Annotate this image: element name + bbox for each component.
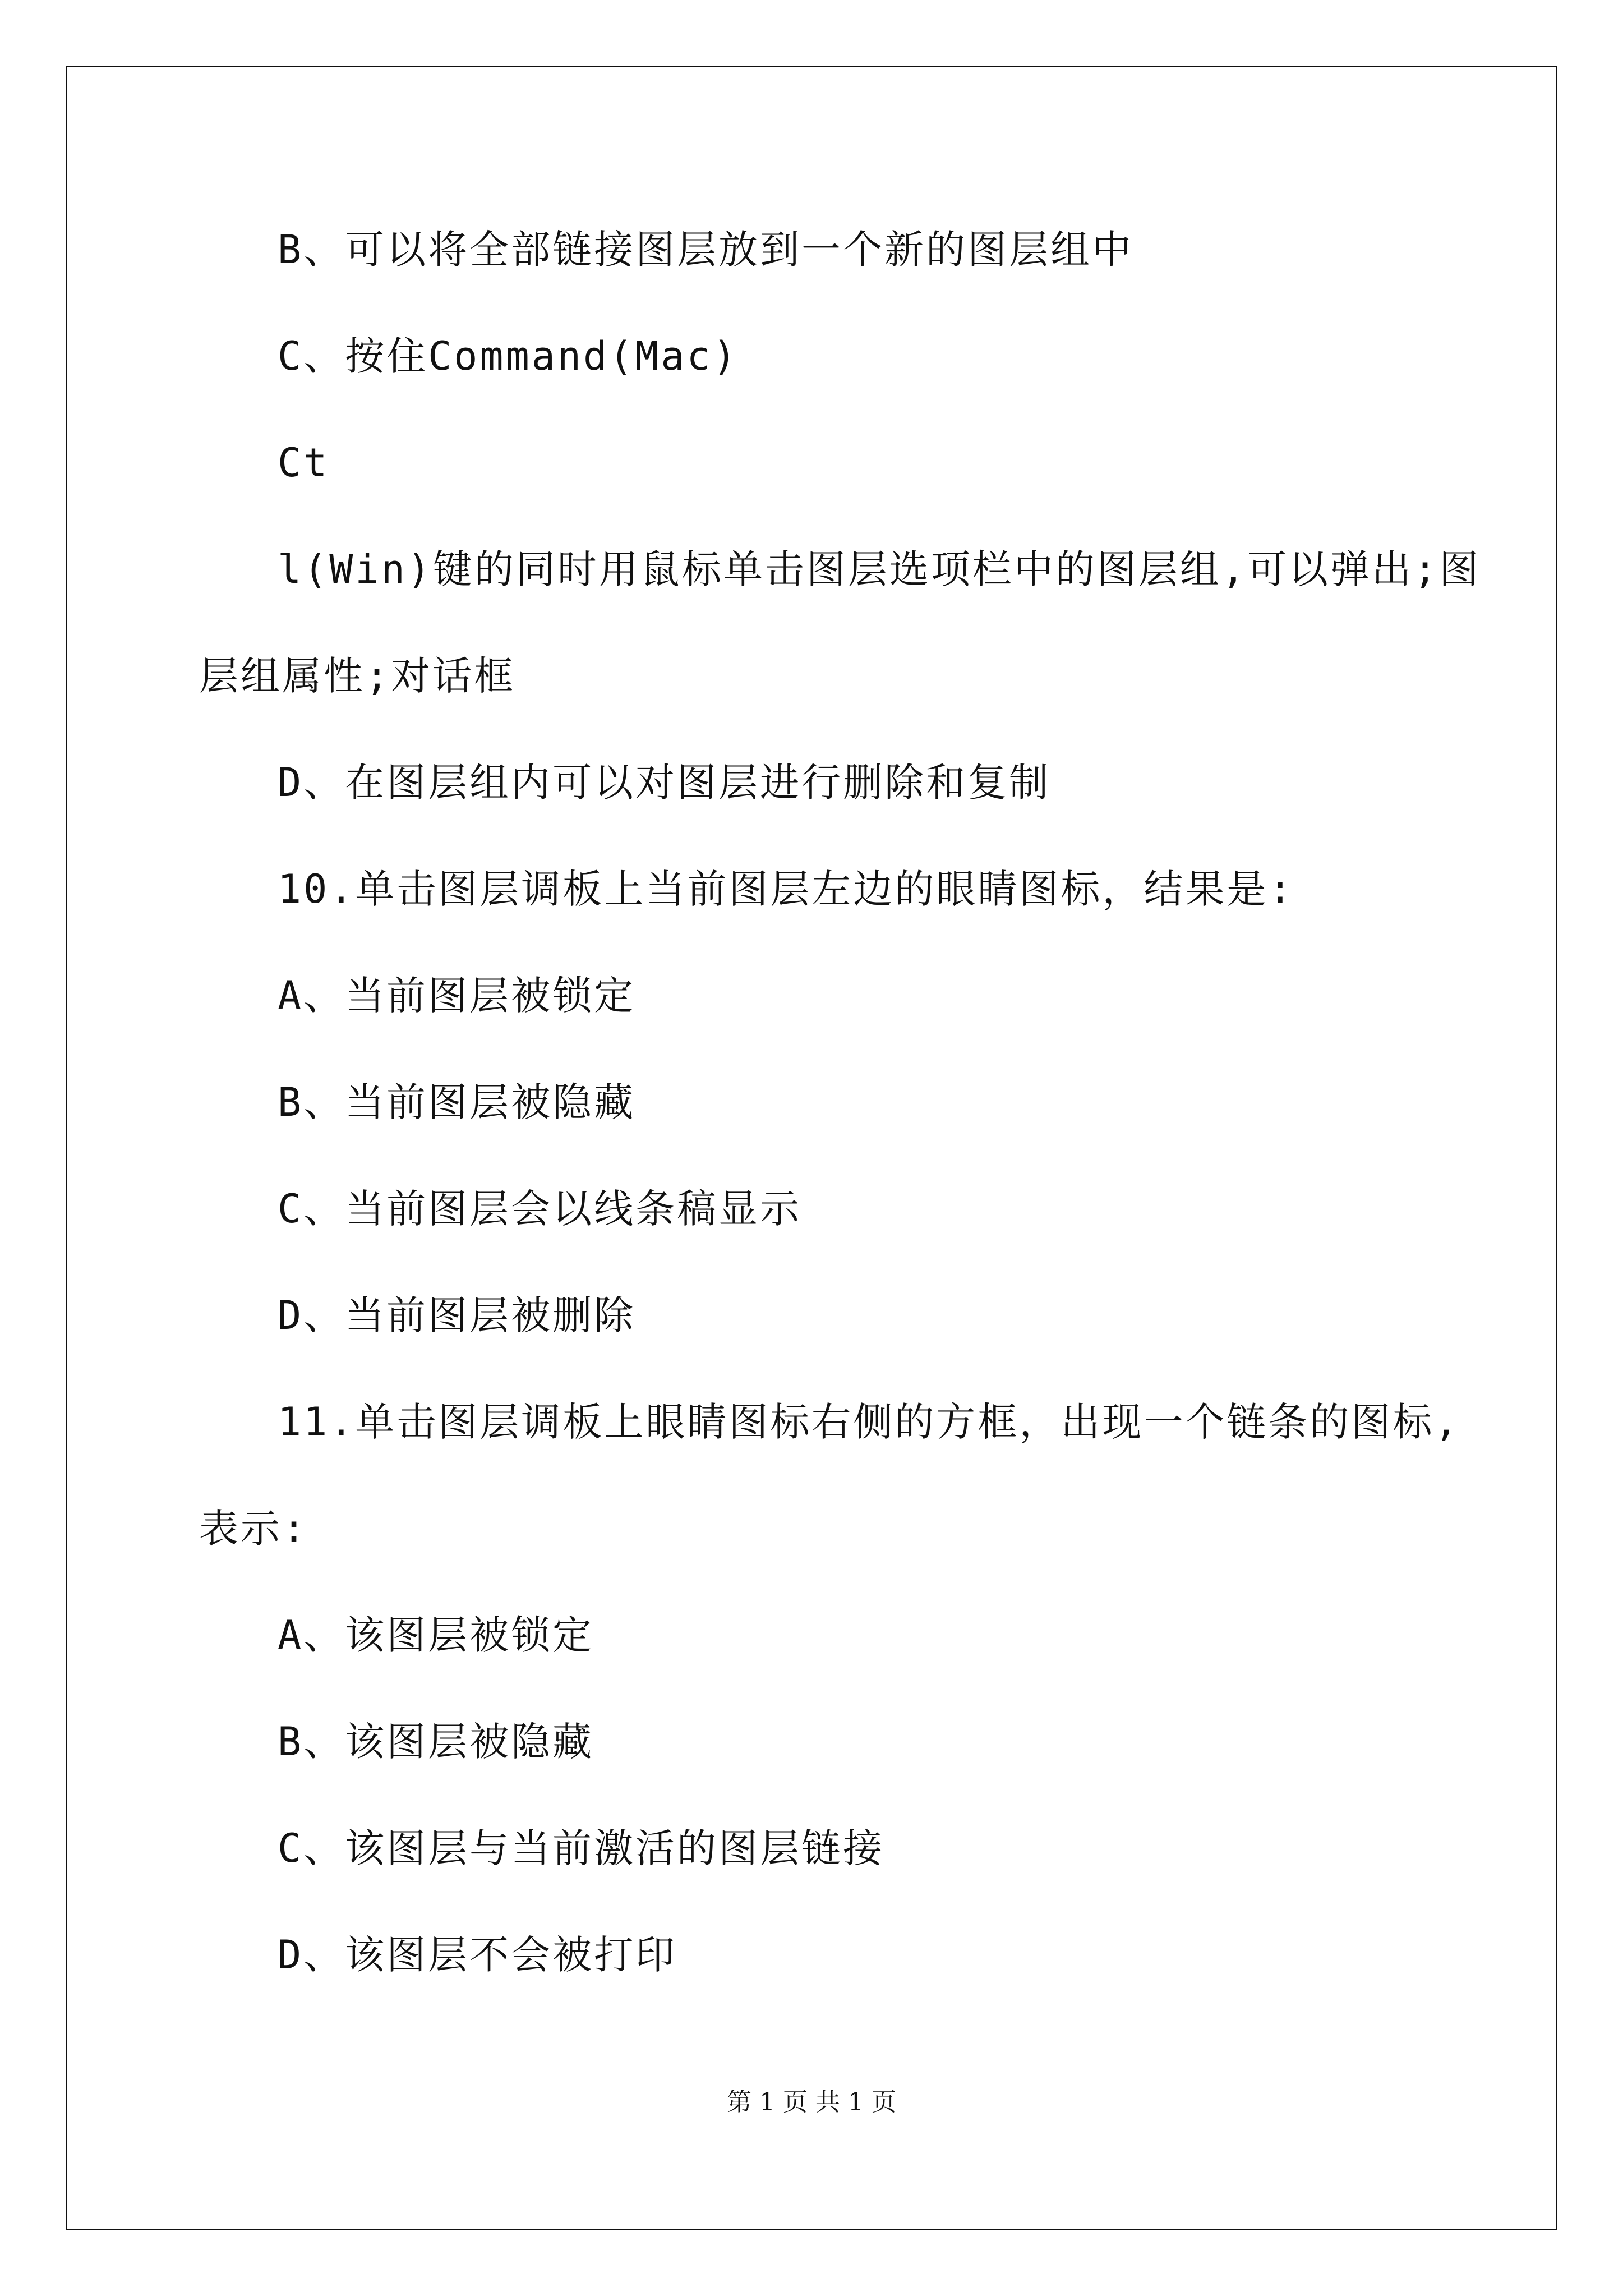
q10-option-b: B、当前图层被隐藏 xyxy=(278,1079,636,1125)
q11-option-c: C、该图层与当前激活的图层链接 xyxy=(278,1825,885,1871)
option-d-delete-copy: D、在图层组内可以对图层进行删除和复制 xyxy=(278,760,1051,806)
q10-option-a: A、当前图层被锁定 xyxy=(278,973,636,1019)
option-c-command-mac: C、按住Command(Mac) xyxy=(278,333,739,379)
q11-option-d: D、该图层不会被打印 xyxy=(278,1932,677,1978)
question-11: 11.单击图层调板上眼睛图标右侧的方框，出现一个链条的图标, xyxy=(278,1399,1460,1445)
option-b-group-layers: B、可以将全部链接图层放到一个新的图层组中 xyxy=(278,227,1134,273)
option-c-ctrl-fragment: Ct xyxy=(278,440,330,486)
q10-option-d: D、当前图层被删除 xyxy=(278,1292,636,1338)
question-11-continuation: 表示: xyxy=(199,1506,308,1552)
question-10: 10.单击图层调板上当前图层左边的眼睛图标，结果是: xyxy=(278,866,1294,912)
option-c-win-text: l(Win)键的同时用鼠标单击图层选项栏中的图层组,可以弹出;图 xyxy=(278,546,1481,592)
option-c-continuation: 层组属性;对话框 xyxy=(199,653,516,699)
q10-option-c: C、当前图层会以线条稿显示 xyxy=(278,1186,802,1232)
page-footer: 第 1 页 共 1 页 xyxy=(727,2088,896,2116)
q11-option-b: B、该图层被隐藏 xyxy=(278,1719,594,1765)
page-border xyxy=(66,66,1557,2230)
q11-option-a: A、该图层被锁定 xyxy=(278,1612,594,1658)
